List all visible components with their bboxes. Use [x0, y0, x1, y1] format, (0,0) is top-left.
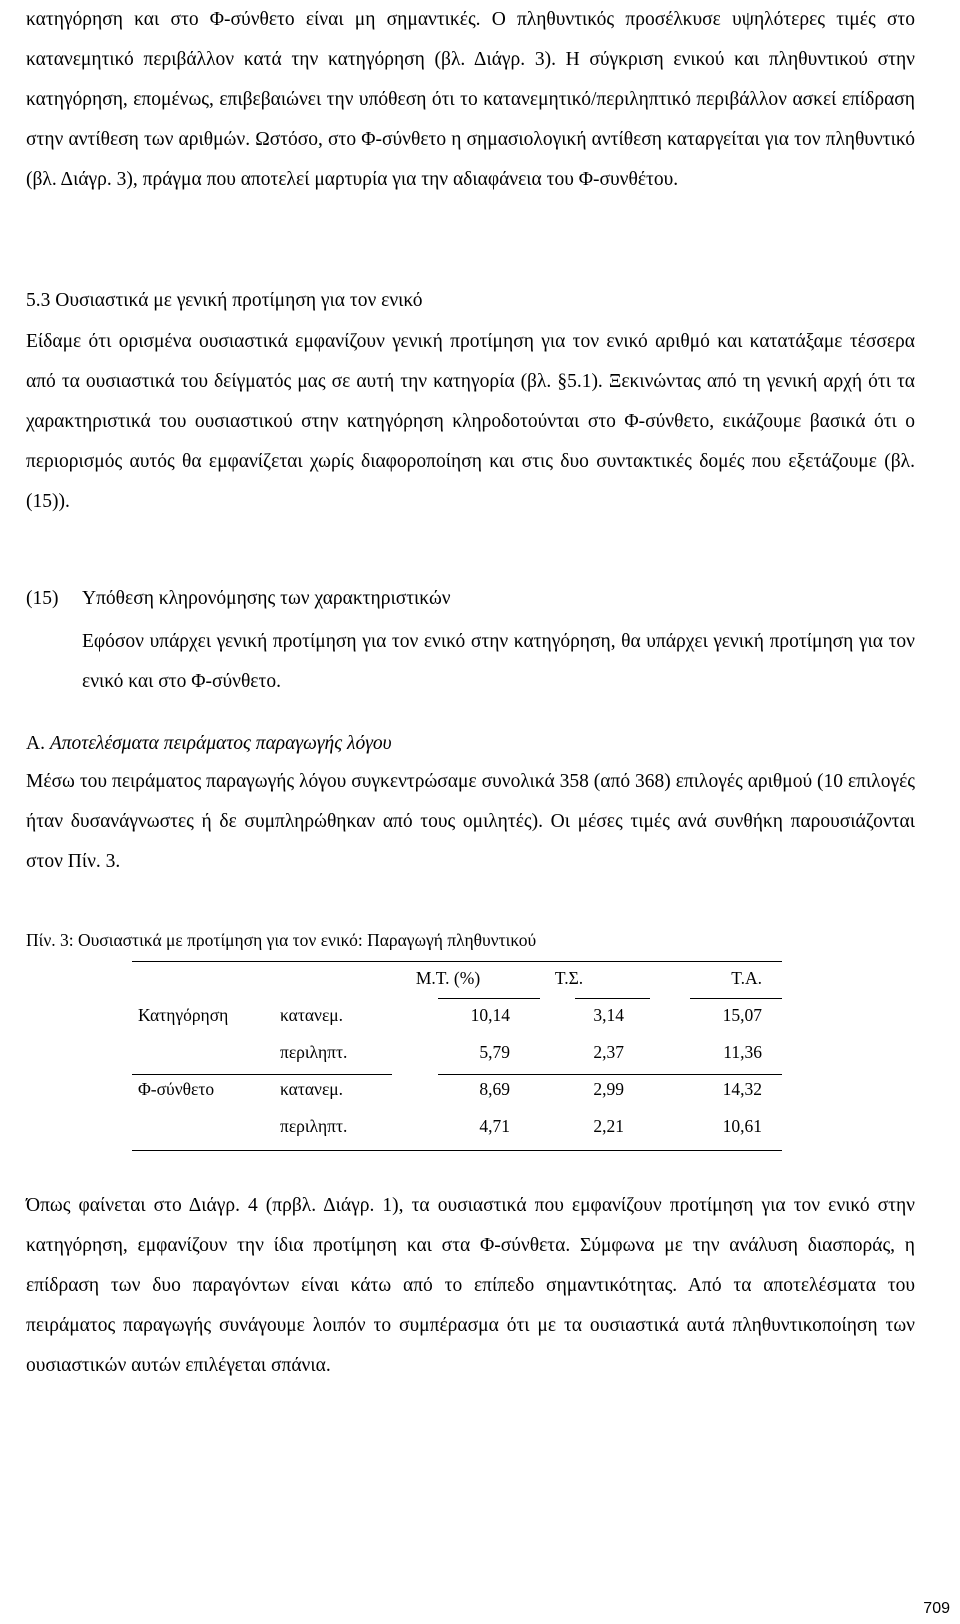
- subsection-title: Αποτελέσματα πειράματος παραγωγής λόγου: [49, 733, 392, 754]
- example-text: Εφόσον υπάρχει γενική προτίμηση για τον ενικό στην κατηγόρηση, θα υπάρχει γενική προτίμηση για τον ενικό και στο Φ-σύνθετο.: [82, 631, 915, 692]
- example-number: (15): [26, 588, 59, 609]
- header-underline-se: [690, 998, 782, 999]
- row-mean: 8,69: [479, 1079, 510, 1099]
- paragraph-section: Είδαμε ότι ορισμένα ουσιαστικά εμφανίζουν γενική προτίμηση για τον ενικό αριθμό και κατατάξαμε τέσσερα από τα ουσιαστικά του δείγματός μας σε αυτή την κατηγορία (βλ. §5.1). Ξεκινώντας από τη γενική αρχή ότι τα χαρακτηριστικά του ουσιαστικού στην κατηγόρηση κληροδοτούνται στο Φ-σύνθετο, εικάζουμε βασικά ότι ο περιορισμός αυτός θα εμφανίζεται χωρίς διαφοροποίηση και στις δυο συντακτικές δομές που εξετάζουμε (βλ. (15)).: [26, 331, 915, 512]
- row-sd: 2,37: [593, 1042, 624, 1062]
- row-condition: κατανεμ.: [280, 1079, 344, 1099]
- row-se: 11,36: [723, 1042, 762, 1062]
- table-row: [132, 1108, 766, 1145]
- paragraph-results: Μέσω του πειράματος παραγωγής λόγου συγκεντρώσαμε συνολικά 358 (από 368) επιλογές αριθμού (10 επιλογές ήταν δυσανάγνωστες ή δε συμπληρώθηκαν από τους ομιλητές). Οι μέσες τιμές ανά συνθήκη παρουσιάζονται στον Πίν. 3.: [26, 771, 915, 872]
- row-sd: 2,99: [593, 1079, 624, 1099]
- table-bottom-rule: [132, 1150, 782, 1151]
- example-title: Υπόθεση κληρονόμησης των χαρακτηριστικών: [82, 588, 451, 609]
- group-separator-left: [132, 1074, 392, 1075]
- row-group: [132, 1034, 280, 1071]
- header-sd: Τ.Σ.: [554, 968, 584, 988]
- row-group: Κατηγόρηση: [138, 1005, 229, 1025]
- row-mean: 10,14: [470, 1005, 510, 1025]
- paragraph-final: Όπως φαίνεται στο Διάγρ. 4 (πρβλ. Διάγρ. 1), τα ουσιαστικά που εμφανίζουν προτίμηση για τον ενικό στην κατηγόρηση, εμφανίζουν την ίδια προτίμηση και στα Φ-σύνθετα. Σύμφωνα με την ανάλυση διασποράς, η επίδραση των δυο παραγόντων είναι κάτω από το επίπεδο σημαντικότητας. Από τα αποτελέσματα του πειράματος παραγωγής συνάγουμε λοιπόν το συμπέρασμα ότι με τα ουσιαστικά αυτά πληθυντικοποίηση των ουσιαστικών αυτών επιλέγεται σπάνια.: [26, 1195, 915, 1376]
- paragraph-intro: κατηγόρηση και στο Φ-σύνθετο είναι μη σημαντικές. Ο πληθυντικός προσέλκυσε υψηλότερες τιμές στο κατανεμητικό περιβάλλον κατά την κατηγόρηση (βλ. Διάγρ. 3). Η σύγκριση ενικού και πληθυντικού στην κατηγόρηση, επομένως, επιβεβαιώνει την υπόθεση ότι το κατανεμητικό/περιληπτικό περιβάλλον ασκεί επίδραση στην αντίθεση των αριθμών. Ωστόσο, στο Φ-σύνθετο η σημασιολογική αντίθεση καταργείται για τον πληθυντικό (βλ. Διάγρ. 3), πράγμα που αποτελεί μαρτυρία για την αδιαφάνεια του Φ-συνθέτου.: [26, 9, 915, 190]
- group-separator-right: [438, 1074, 782, 1075]
- row-sd: 3,14: [593, 1005, 624, 1025]
- table-row: [132, 997, 766, 1034]
- subsection-label: Α.: [26, 733, 45, 754]
- table-top-rule: [132, 961, 782, 962]
- row-condition: κατανεμ.: [280, 1005, 344, 1025]
- row-se: 15,07: [722, 1005, 762, 1025]
- row-condition: περιληπτ.: [280, 1116, 348, 1136]
- row-mean: 4,71: [479, 1116, 510, 1136]
- row-condition: περιληπτ.: [280, 1042, 348, 1062]
- table-row: [132, 1071, 766, 1108]
- page-number: 709: [923, 1600, 950, 1617]
- row-sd: 2,21: [593, 1116, 624, 1136]
- header-mean: Μ.Τ. (%): [415, 968, 481, 988]
- section-heading: 5.3 Ουσιαστικά με γενική προτίμηση για τον ενικό: [26, 290, 423, 311]
- results-table: [132, 960, 766, 1145]
- row-group: [132, 1108, 280, 1145]
- table-header-row: [132, 960, 766, 997]
- header-underline-sd: [575, 998, 650, 999]
- table-row: [132, 1034, 766, 1071]
- row-group: Φ-σύνθετο: [138, 1079, 215, 1099]
- subsection-heading: [26, 724, 392, 764]
- row-se: 10,61: [722, 1116, 762, 1136]
- table-caption: Πίν. 3: Ουσιαστικά με προτίμηση για τον ενικό: Παραγωγή πληθυντικού: [26, 930, 537, 950]
- header-se: Τ.Α.: [731, 968, 762, 988]
- header-underline-mean: [438, 998, 540, 999]
- row-mean: 5,79: [479, 1042, 510, 1062]
- row-se: 14,32: [722, 1079, 762, 1099]
